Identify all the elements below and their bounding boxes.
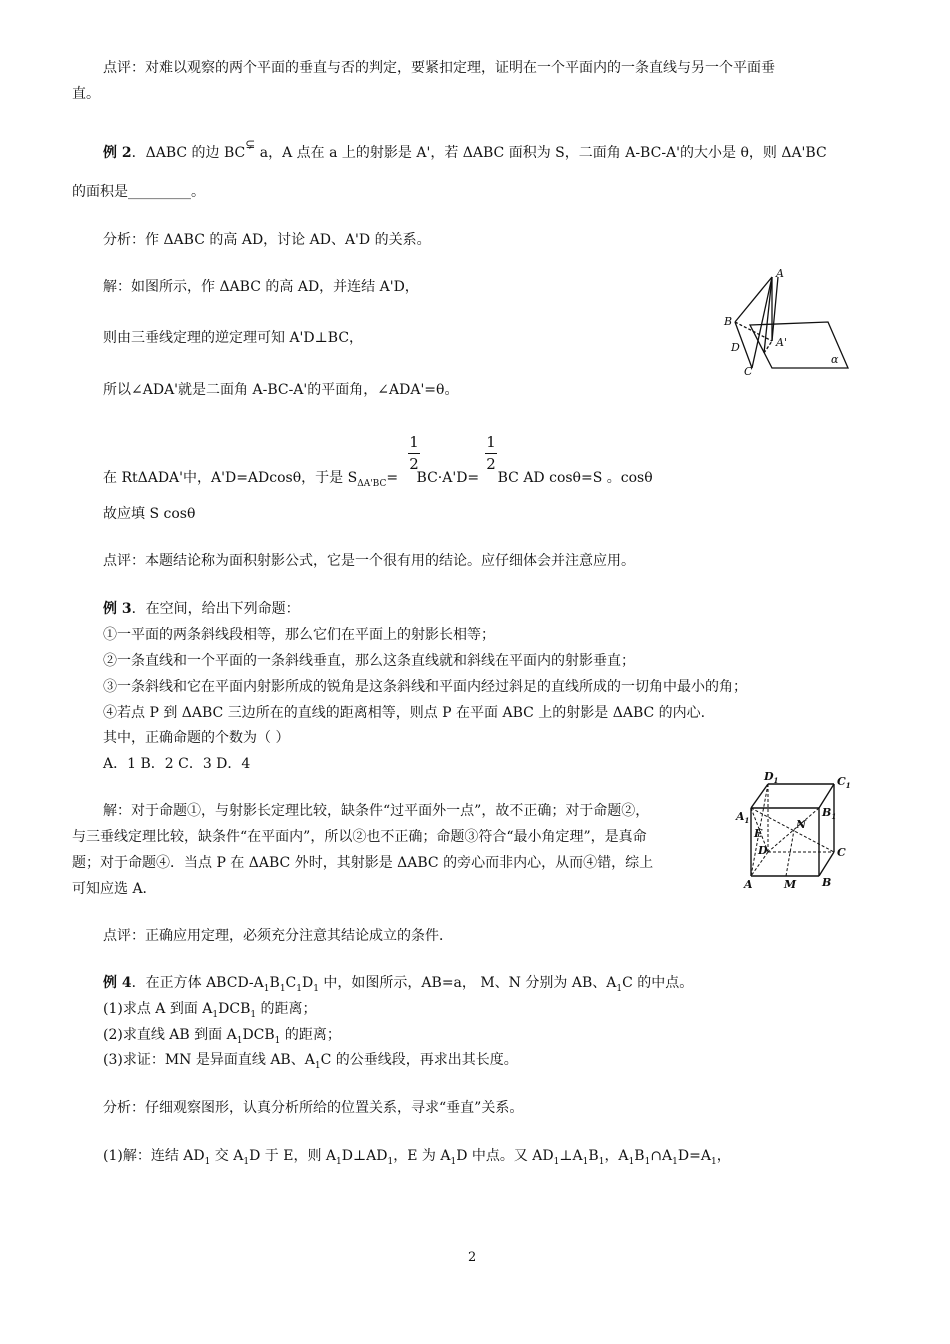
proper-subset-symbol: ⊊ xyxy=(245,137,256,151)
fig2-label-C1: $C_1$ xyxy=(837,775,851,790)
example-3-options: A．1 B．2 C．3 D．4 xyxy=(103,756,251,772)
example-3-item-2: ②一条直线和一个平面的一条斜线垂直，那么这条直线就和斜线在平面内的射影垂直； xyxy=(103,653,635,669)
example-3-question: 其中，正确命题的个数为（ ） xyxy=(103,730,290,746)
fig1-label-A-prime: A' xyxy=(776,336,787,349)
example-2-solution-2: 则由三垂线定理的逆定理可知 A'D⊥BC， xyxy=(103,330,364,346)
example-2-line-1: 例 2．ΔABC 的边 BC⊊ a，A 点在 a 上的射影是 A'，若 ΔABC 面积为 S，二面角 A-BC-A'的大小是 θ，则 ΔA'BC xyxy=(103,137,827,161)
example-2-rt-line: 在 RtΔADA'中，A'D=ADcosθ，于是 $S_{\Delta A'BC}= BC\cdot A'D=$ BC AD cosθ=S 。cosθ xyxy=(103,470,653,489)
fig2-label-B1: $B_1$ xyxy=(822,806,837,821)
example-3-solution-2: 与三垂线定理比较，缺条件“在平面内”，所以②也不正确；命题③符合“最小角定理”，是真命 xyxy=(72,829,647,845)
fig1-label-A: A xyxy=(776,267,784,280)
fig1-label-D: D xyxy=(731,341,740,354)
example-2-comment: 点评：本题结论称为面积射影公式，它是一个很有用的结论。应仔细体会并注意应用。 xyxy=(103,553,635,569)
example-4-title: 例 4．在正方体 ABCD-$A_1B_1C_1D_1$ 中，如图所示，AB=a， M、N 分别为 AB、$A_1C$ 的中点。 xyxy=(103,975,694,994)
example-3-item-4: ④若点 P 到 ΔABC 三边所在的直线的距离相等，则点 P 在平面 ABC 上的射影是 ΔABC 的内心. xyxy=(103,705,706,721)
fig2-label-D: D xyxy=(758,844,768,857)
example-3-item-3: ③一条斜线和它在平面内射影所成的锐角是这条斜线和平面内经过斜足的直线所成的一切角中最小的角； xyxy=(103,679,747,695)
figure-dihedral-angle xyxy=(720,265,860,380)
fig2-label-A1: $A_1$ xyxy=(736,810,750,825)
example-3-solution-4: 可知应选 A． xyxy=(72,881,157,897)
page-number: 2 xyxy=(468,1250,477,1265)
example-2-fill: 故应填 S cosθ xyxy=(103,506,196,522)
fraction-2-numerator: 1 xyxy=(486,433,496,451)
comment-line-1: 点评：对难以观察的两个平面的垂直与否的判定，要紧扣定理，证明在一个平面内的一条直线与另一个平面垂 xyxy=(103,60,775,76)
fig2-label-D1: $D_1$ xyxy=(764,770,779,785)
fraction-1-numerator: 1 xyxy=(409,433,419,451)
fig2-label-M: M xyxy=(784,878,797,891)
example-4-question-1: (1)求点 A 到面 $A_1DCB_1$ 的距离； xyxy=(103,1001,317,1020)
comment-line-2: 直。 xyxy=(72,86,100,102)
fig1-label-alpha: α xyxy=(831,353,839,366)
fig2-label-E: E xyxy=(754,827,763,840)
figure-cube xyxy=(734,770,864,892)
fig2-label-N: N xyxy=(796,818,807,831)
example-2-analysis: 分析：作 ΔABC 的高 AD，讨论 AD、A'D 的关系。 xyxy=(103,232,431,248)
example-2-line-2: 的面积是_________。 xyxy=(72,184,205,200)
fig2-label-B: B xyxy=(822,876,832,889)
example-3-title: 例 3．在空间，给出下列命题： xyxy=(103,601,300,617)
fig2-label-C: C xyxy=(837,846,846,859)
example-4-solution-1: (1)解：连结 $AD_1$ 交 $A_1D$ 于 E，则 $A_1D\perp AD_1$，E 为 $A_1D$ 中点。又 $AD_1\perp A_1B_1$，$A_1B_1\cap A_1D=A_1$， xyxy=(103,1148,731,1167)
example-2-solution-1: 解：如图所示，作 ΔABC 的高 AD，并连结 A'D， xyxy=(103,279,419,295)
example-4-question-2: (2)求直线 AB 到面 $A_1DCB_1$ 的距离； xyxy=(103,1027,341,1046)
example-3-comment: 点评：正确应用定理，必须充分注意其结论成立的条件． xyxy=(103,928,453,944)
example-4-analysis: 分析：仔细观察图形，认真分析所给的位置关系，寻求“垂直”关系。 xyxy=(103,1100,524,1116)
fig2-label-A: A xyxy=(744,878,753,891)
example-3-item-1: ①一平面的两条斜线段相等，那么它们在平面上的射影长相等； xyxy=(103,627,495,643)
example-4-question-3: (3)求证：MN 是异面直线 AB、$A_1C$ 的公垂线段，再求出其长度。 xyxy=(103,1052,518,1071)
example-2-solution-3: 所以∠ADA'就是二面角 A-BC-A'的平面角，∠ADA'=θ。 xyxy=(103,382,459,398)
fraction-2-bar xyxy=(485,453,497,454)
fraction-1-bar xyxy=(408,453,420,454)
example-3-solution-3: 题；对于命题④．当点 P 在 ΔABC 外时，其射影是 ΔABC 的旁心而非内心，从而④错，综上 xyxy=(72,855,654,871)
fig1-label-B: B xyxy=(724,315,733,328)
fraction-2-denominator: 2 xyxy=(486,455,496,473)
example-3-solution-1: 解：对于命题①，与射影长定理比较，缺条件“过平面外一点”，故不正确；对于命题②， xyxy=(103,803,650,819)
fraction-1-denominator: 2 xyxy=(409,455,419,473)
fig1-label-C: C xyxy=(744,365,753,378)
